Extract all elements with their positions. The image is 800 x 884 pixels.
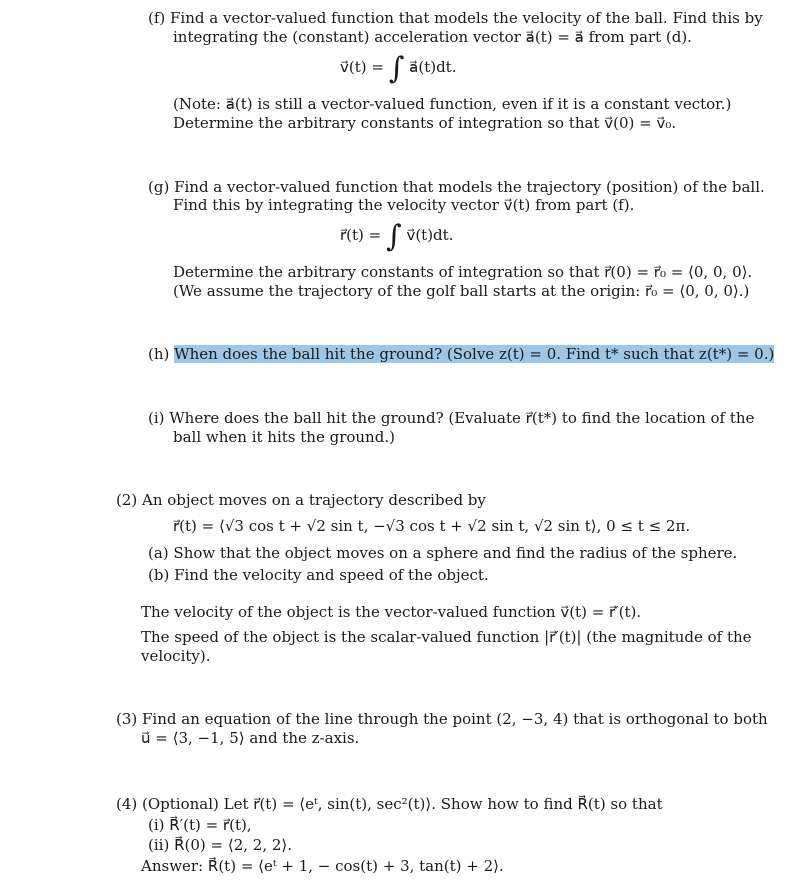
problem-2b: (b) Find the velocity and speed of the object. <box>148 566 489 584</box>
part-i-line-1: (i) Where does the ball hit the ground? (Evaluate r⃗(t*) to find the location of the <box>148 409 755 427</box>
integral-sign-icon: ∫ <box>386 219 402 254</box>
problem-3-line-1: (3) Find an equation of the line through the point (2, −3, 4) that is orthogonal to both <box>116 710 768 728</box>
part-i-line-2: ball when it hits the ground.) <box>173 428 395 446</box>
velocity-definition: The velocity of the object is the vector-valued function v⃗(t) = r⃗′(t). <box>141 603 642 621</box>
problem-4-answer: Answer: R⃗(t) = ⟨eᵗ + 1, − cos(t) + 3, tan(t) + 2⟩. <box>141 857 504 875</box>
problem-4-ii: (ii) R⃗(0) = ⟨2, 2, 2⟩. <box>148 836 293 854</box>
part-g-equation <box>340 219 454 254</box>
equation-rhs: a⃗(t)dt. <box>409 58 457 76</box>
part-f-equation <box>340 51 457 86</box>
equation-lhs: r⃗(t) = <box>340 226 382 244</box>
part-f-note-2: Determine the arbitrary constants of integration so that v⃗(0) = v⃗₀. <box>173 114 677 132</box>
part-h-label: (h) <box>148 345 170 363</box>
part-f-note-1: (Note: a⃗(t) is still a vector-valued function, even if it is a constant vector.) <box>173 95 732 113</box>
problem-2-line-1: (2) An object moves on a trajectory described by <box>116 491 486 509</box>
problem-4-i: (i) R⃗′(t) = r⃗(t), <box>148 816 252 834</box>
problem-4-line-1: (4) (Optional) Let r⃗(t) = ⟨eᵗ, sin(t), sec²(t)⟩. Show how to find R⃗(t) so that <box>116 795 663 813</box>
part-h <box>148 345 774 363</box>
part-g-note-1: Determine the arbitrary constants of integration so that r⃗(0) = r⃗₀ = ⟨0, 0, 0⟩. <box>173 263 753 281</box>
part-g-line-1: (g) Find a vector-valued function that models the trajectory (position) of the ball. <box>148 178 765 196</box>
problem-2-equation: r⃗(t) = ⟨√3 cos t + √2 sin t, −√3 cos t + √2 sin t, √2 sin t⟩, 0 ≤ t ≤ 2π. <box>173 517 691 535</box>
problem-2a: (a) Show that the object moves on a sphere and find the radius of the sphere. <box>148 544 738 562</box>
part-g-line-2: Find this by integrating the velocity vector v⃗(t) from part (f). <box>173 196 635 214</box>
speed-definition-line-2: velocity). <box>141 647 211 665</box>
equation-rhs: v⃗(t)dt. <box>406 226 454 244</box>
part-f-line-2: integrating the (constant) acceleration vector a⃗(t) = a⃗ from part (d). <box>173 28 692 46</box>
equation-lhs: v⃗(t) = <box>340 58 384 76</box>
integral-sign-icon: ∫ <box>388 51 405 86</box>
problem-3-line-2: u⃗ = ⟨3, −1, 5⟩ and the z-axis. <box>141 729 360 747</box>
part-g-note-2: (We assume the trajectory of the golf ball starts at the origin: r⃗₀ = ⟨0, 0, 0⟩.) <box>173 282 750 300</box>
highlighted-selection[interactable]: When does the ball hit the ground? (Solve z(t) = 0. Find t* such that z(t*) = 0.) <box>174 345 775 363</box>
speed-definition-line-1: The speed of the object is the scalar-valued function |r⃗′(t)| (the magnitude of the <box>141 628 752 646</box>
part-f-line-1: (f) Find a vector-valued function that models the velocity of the ball. Find this by <box>148 9 763 27</box>
